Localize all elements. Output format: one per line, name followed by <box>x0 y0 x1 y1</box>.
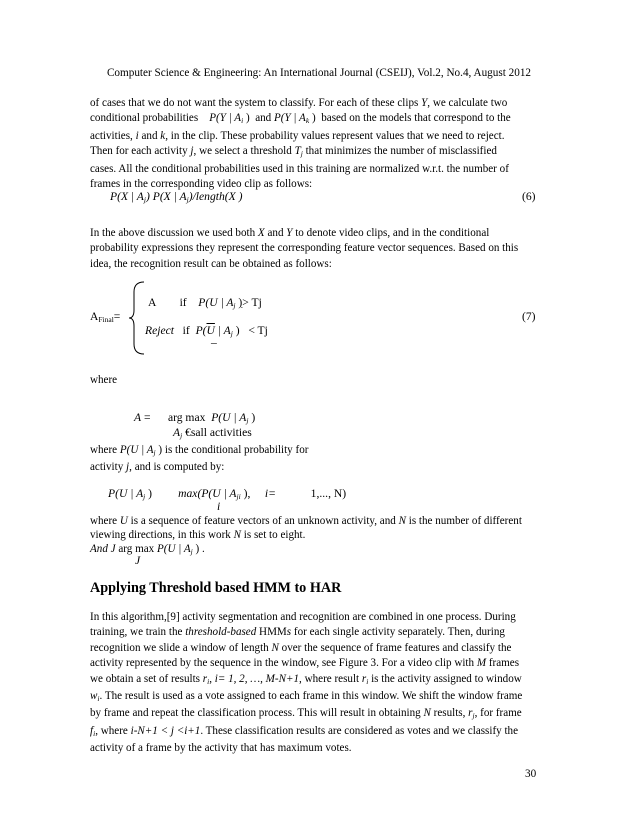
math-range: 1,..., N) <box>310 487 347 500</box>
p5-line-3 <box>90 641 542 656</box>
math-sub: j <box>246 416 249 425</box>
paragraph-rejection-cases <box>90 96 542 192</box>
math-range: i= 1, 2, …, M-N+1, <box>214 672 302 685</box>
text: . These classification results are considered as votes and we classify the <box>200 724 519 737</box>
text: and <box>138 129 161 142</box>
math-symbol: A <box>173 426 181 439</box>
math-range: i-N+1 < j <i+1 <box>130 724 201 737</box>
math-paren: ) <box>311 112 316 125</box>
math-sub: i <box>93 728 96 738</box>
var-j: j <box>126 461 130 474</box>
var-r: r <box>361 672 367 685</box>
text: and <box>255 112 272 125</box>
var-f: f <box>90 724 94 737</box>
text: is the number of different <box>405 515 522 527</box>
p5-line-9: activity of a frame by the activity that has maximum votes. <box>90 742 352 755</box>
math-text: And J <box>90 543 116 555</box>
text: to denote video clips, and in the conditional <box>292 227 490 239</box>
p4-line-3 <box>90 542 542 559</box>
text: , and is computed by: <box>129 461 225 474</box>
math-paren: ) <box>245 112 250 125</box>
math-paren: ) <box>238 296 243 309</box>
math-paren: ) <box>251 411 256 424</box>
text: In the above discussion we used both <box>90 227 258 239</box>
equation-7-case-accept <box>148 296 262 310</box>
math-sub: ji <box>236 492 241 501</box>
math-expr: P(X | A <box>110 190 144 203</box>
text: where result <box>301 672 362 685</box>
var-r: r <box>202 672 208 685</box>
math-sub: j <box>143 492 146 501</box>
var-w: w <box>90 690 98 703</box>
p5-line-1: In this algorithm,[9] activity segmentation and recognition are combined in one process. During <box>90 611 516 623</box>
p5-line-2 <box>90 625 542 640</box>
var-N: N <box>398 515 406 527</box>
math-operator: arg max <box>115 543 157 555</box>
math-expr: max(P(U | A <box>178 487 237 500</box>
var-r: r <box>468 707 473 720</box>
var-N: N <box>423 707 431 720</box>
math-sub: i <box>97 694 100 704</box>
math-sub: j <box>472 711 475 721</box>
text: of cases that we do not want the system to classify. For each of these clips <box>90 97 422 109</box>
text: activity represented by the sequence in the window, see Figure 3. For a video clip with <box>90 657 477 670</box>
var-N: N <box>233 529 241 541</box>
text: recognition we slide a window of length <box>90 641 272 654</box>
text: Then for each activity <box>90 145 191 158</box>
math-expr: P( <box>195 324 207 337</box>
text: based on the models that correspond to the <box>321 112 511 125</box>
text: HMM <box>256 626 287 639</box>
p5-line-4 <box>90 656 542 671</box>
text: we obtain a set of results <box>90 672 203 685</box>
running-header: Computer Science & Engineering: An International Journal (CSEIJ), Vol.2, No.4, August 2012 <box>106 67 532 79</box>
p1-line-5: cases. All the conditional probabilities used in this training are normalized w.r.t. the number of <box>90 162 509 175</box>
text: , we calculate two <box>427 97 508 109</box>
math-equals: = <box>141 411 154 424</box>
argmax-subscript <box>173 426 252 440</box>
var-j: j <box>190 145 194 158</box>
var-M: M <box>476 657 487 670</box>
p1-line-3 <box>90 129 542 144</box>
p1-line-1 <box>90 96 542 111</box>
math-expr: ) P(X | A <box>145 190 187 203</box>
math-expr: P(U | A <box>119 444 154 456</box>
text: conditional probabilities <box>90 112 199 125</box>
math-expr: P(U | A <box>211 411 247 424</box>
text: in the clip. These probability values represent values that we need to reject. <box>167 129 505 142</box>
text: activity <box>90 461 127 474</box>
text: . The result is used as a vote assigned to each frame in this window. We shift the window frame <box>99 690 523 703</box>
p5-line-5 <box>90 672 542 689</box>
p4-line-1 <box>90 514 542 528</box>
math-sub: j <box>180 431 183 440</box>
math-text: Reject <box>145 324 174 337</box>
math-compare: < Tj <box>248 324 268 337</box>
math-U-bar: $\overline{U}$ <box>206 324 215 337</box>
p3-line-1 <box>90 443 390 460</box>
text: €sall activities <box>182 426 252 439</box>
text: by frame and repeat the classification process. This will result in obtaining <box>90 707 424 720</box>
text: if <box>179 296 187 309</box>
math-symbol: A <box>90 310 99 323</box>
left-brace-icon <box>128 280 148 356</box>
text: is a sequence of feature vectors of an unknown activity, and <box>127 515 399 527</box>
math-sub: i <box>241 116 244 126</box>
section-heading: Applying Threshold based HMM to HAR <box>90 580 342 596</box>
text: that minimizes the number of misclassified <box>302 145 497 158</box>
math-equals: = <box>113 310 121 323</box>
math-operator: arg max <box>167 411 206 424</box>
equation-7-number: (7) <box>522 310 536 323</box>
math-expr: )/length(X ) <box>188 190 243 203</box>
argmax-equation <box>134 411 255 425</box>
math-index: i= <box>264 487 276 500</box>
text: where <box>90 444 120 456</box>
text: viewing directions, in this work <box>90 529 234 541</box>
text: over the sequence of frame features and classify the <box>278 641 512 654</box>
text: , where <box>95 724 131 737</box>
text: ) is the conditional probability for <box>155 444 309 456</box>
text: activities, <box>90 129 136 142</box>
text: , we select a threshold <box>193 145 295 158</box>
paragraph-unknown-activity <box>90 514 542 559</box>
math-sub: j <box>190 547 193 556</box>
text: if <box>182 324 190 337</box>
page-number: 30 <box>525 768 537 780</box>
equation-6-number: (6) <box>522 190 536 203</box>
text: , <box>209 672 215 685</box>
var-k: k, <box>160 129 168 142</box>
var-i: i <box>135 129 139 142</box>
text: is the activity assigned to window <box>368 672 522 685</box>
var-Y: Y <box>286 227 293 239</box>
math-sub: Final <box>98 315 114 324</box>
math-sub: k <box>305 116 310 126</box>
p2-line-1 <box>90 226 542 241</box>
var-N: N <box>271 641 279 654</box>
math-paren: ) <box>148 487 153 500</box>
math-paren: ) <box>235 324 240 337</box>
var-U: U <box>119 515 128 527</box>
p4-line-2 <box>90 528 542 542</box>
math-sub: i <box>207 676 210 686</box>
var-X: X <box>257 227 265 239</box>
math-expr: P(Y | A <box>209 112 242 125</box>
p2-line-3: idea, the recognition result can be obtained as follows: <box>90 257 332 270</box>
math-expr: | A <box>214 324 231 337</box>
p1-line-6: frames in the corresponding video clip as follows: <box>90 178 313 191</box>
p3-line-2 <box>90 460 390 475</box>
math-paren: ), <box>243 487 251 500</box>
text: where <box>90 515 120 527</box>
math-expr: P(Y | A <box>274 112 306 125</box>
max-equation <box>108 487 346 501</box>
paragraph-discussion <box>90 226 542 272</box>
math-sub: j <box>300 149 303 159</box>
text: and <box>264 227 287 239</box>
math-sub: i <box>366 676 369 686</box>
math-paren: ) . <box>195 543 205 555</box>
p2-line-2: probability expressions they represent the corresponding feature vector sequences. Based on this <box>90 242 519 255</box>
where-label: where <box>90 374 118 386</box>
p5-line-8 <box>90 724 542 741</box>
math-symbol: A <box>134 411 142 424</box>
var-Y: Y <box>421 97 428 109</box>
math-compare: > Tj <box>242 296 262 309</box>
math-symbol: A <box>148 296 157 309</box>
text: results, <box>430 707 469 720</box>
math-expr: P(U | A <box>198 296 234 309</box>
var-T: T <box>294 145 301 158</box>
math-expr: P(U | A <box>108 487 144 500</box>
equation-6 <box>110 190 242 204</box>
math-sub: j <box>186 195 189 204</box>
equation-7-case-reject <box>145 324 268 338</box>
paragraph-algorithm <box>90 610 542 757</box>
math-sub: j <box>143 195 146 204</box>
text: training, we train the <box>90 626 186 639</box>
math-sub: j <box>233 301 236 310</box>
p1-line-2 <box>90 111 542 128</box>
p5-line-6 <box>90 689 542 706</box>
p1-line-4 <box>90 144 542 161</box>
text: is set to eight. <box>241 529 306 541</box>
text-italic: threshold-based <box>185 626 257 639</box>
math-sub: j <box>153 448 156 457</box>
equation-7-dash: _ <box>211 332 217 345</box>
p5-line-7 <box>90 706 542 723</box>
math-sub: j <box>230 329 233 338</box>
max-subscript: i <box>217 500 221 513</box>
text: , for frame <box>474 707 522 720</box>
paragraph-conditional <box>90 443 390 476</box>
text: frames <box>486 657 520 670</box>
text: for each single activity separately. Then, during <box>291 626 505 639</box>
equation-7-lhs <box>90 310 120 324</box>
argmax-J-subscript: J <box>135 554 141 567</box>
text-italic: s <box>286 626 292 639</box>
math-expr: P(U | A <box>156 543 191 555</box>
